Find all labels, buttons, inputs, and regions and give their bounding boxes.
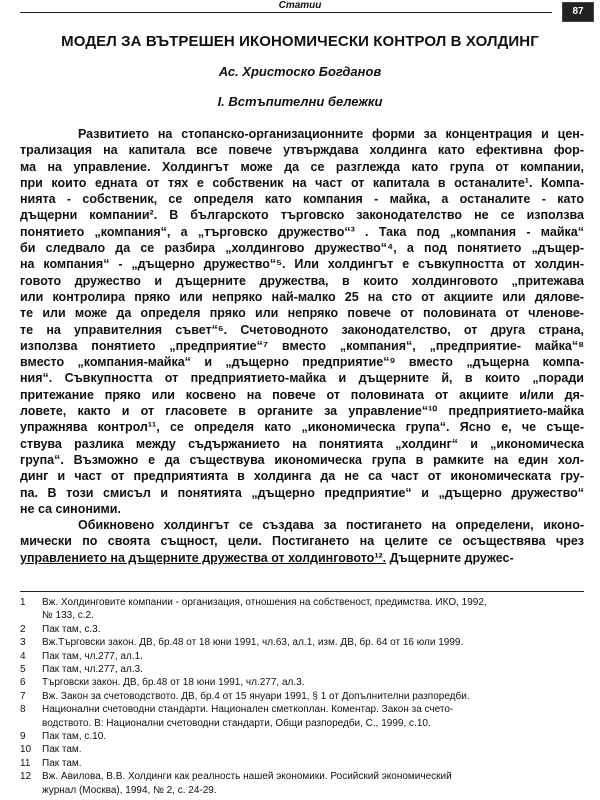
text-line: ствува разлика между съдържанието на понятията „холдинг“ и „икономическа (20, 436, 584, 451)
footnote-continuation: водството. В: Национални счетоводни стандарти, Общи разпоредби, С., 1999, с.10. (42, 717, 431, 729)
footnote-text: Пак там. (42, 744, 82, 756)
footnote-text: Вж. Холдинговите компании - организация, отношения на собственост, предимства. ИКО, 1992, (42, 597, 487, 608)
text-line: упражнява контрол¹¹, се определя като „икономическа група“. Ясно е, че съще- (20, 420, 584, 435)
header-rule (20, 12, 552, 13)
footnotes (20, 596, 584, 797)
text-line: използва понятието „предприятие“⁷ вместо „компания“, „предприятие- майка“⁸ (20, 338, 584, 353)
page-header (0, 0, 600, 18)
footnote (20, 650, 584, 663)
page-number: 87 (562, 2, 594, 22)
text-line (20, 550, 584, 566)
paragraph-2 (20, 517, 584, 566)
text-line: дъщерни компании². В българското търговско законодателство не се използва (20, 208, 584, 223)
footnote (20, 690, 584, 703)
text-line: трализация на капитала все повече утвърждава холдинга като ефективна фор- (20, 143, 584, 158)
footnote-number: 12 (20, 771, 32, 783)
text-line: те на управителния съвет“⁶. Счетоводното законодателство, от друга страна, (20, 322, 584, 337)
text-line: Обикновено холдингът се създава за постигането на определени, иконо- (78, 518, 584, 533)
text-line: нията - собственик, се определя като компания - майка, а останалите - като (20, 192, 584, 207)
text-line: или контролира пряко или непряко най-малко 25 на сто от акциите или дялове- (20, 289, 584, 304)
footnote-continuation: № 133, с.2. (42, 610, 94, 622)
section-label: Статии (278, 0, 322, 11)
footnote-text: Пак там, с.3. (42, 623, 101, 635)
footnote-number: 2 (20, 623, 26, 635)
footnote-text: Вж. Закон за счетоводството. ДВ, бр.4 от 15 януари 1991, § 1 от Допълнителни разпоредби. (42, 690, 470, 702)
underlined-phrase: управлението на дъщерните дружества от холдинговото¹². (20, 550, 387, 565)
footnote-number: 4 (20, 650, 26, 662)
text-line: вместо „компания-майка“ и „дъщерно предприятие“⁹ вместо „дъщерна компа- (20, 355, 584, 370)
text-line: на компания“ - „дъщерно дружество“⁵. Или холдингът е съвкупността от холдин- (20, 257, 584, 272)
text-line: ловете, както и от гласовете в органите за управление“¹⁰ предприятието-майка (20, 404, 584, 419)
text-line: притежание пряко или косвено на повече от половината от акциите и/или дя- (20, 387, 584, 402)
text-line: група“. Възможно е да съществува икономическа група в рамките на един хол- (20, 452, 584, 467)
article-title: МОДЕЛ ЗА ВЪТРЕШЕН ИКОНОМИЧЕСКИ КОНТРОЛ В ХОЛДИНГ (61, 33, 539, 50)
footnote-text: Пак там, с.10. (42, 731, 107, 743)
footnote-text: Пак там. (42, 757, 82, 769)
footnote (20, 636, 584, 649)
text-line: Развитието на стопанско-организационните форми за концентрация и цен- (78, 127, 584, 141)
footnote-number: 10 (20, 744, 32, 756)
footnote-text: Пак там, чл.277, ал.3. (42, 664, 143, 676)
footnote-number: 5 (20, 664, 26, 676)
footnote-text: Пак там, чл.277, ал.1. (42, 650, 143, 662)
section-heading: I. Встъпителни бележки (217, 94, 383, 109)
footnote (20, 596, 584, 609)
footnote-separator (20, 591, 584, 592)
footnote (20, 703, 584, 716)
footnote (20, 770, 584, 783)
text-line: те или може да определя пряко или непряко повече от половината от членове- (20, 306, 584, 321)
footnote (20, 663, 584, 676)
text-line: ния“. Съвкупността от предприятието-майка и дъщерните й, в които „поради (20, 371, 584, 386)
text-line: понятието „компания“, а „търговско дружество“³ . Така под „компания - майка“ (20, 224, 584, 239)
footnote (20, 757, 584, 770)
footnote-number: 9 (20, 731, 26, 743)
footnote-text: Търговски закон. ДВ, бр.48 от 18 юни 1991, чл.277, ал.3. (42, 677, 305, 689)
footnote-text: Национални счетоводни стандарти. Национален сметкоплан. Коментар. Закон за счето- (42, 704, 454, 716)
article-author: Ас. Христоско Богданов (218, 64, 382, 79)
text-line: мически по своята същност, цели. Постигането на целите се осъществява чрез (20, 534, 584, 549)
article-body (20, 126, 584, 566)
text-line: ма на управление. Холдингът може да се разглежда като група от компании, (20, 159, 584, 174)
text-line: не са синоними. (20, 501, 121, 516)
footnote-number: 8 (20, 704, 26, 716)
footnote (20, 623, 584, 636)
text-line: па. В този смисъл и понятията „дъщерно предприятие“ и „дъщерно дружество“ (20, 485, 584, 500)
text-line: говото дружество и дъщерните дружества, в които холдинговото „притежава (20, 273, 584, 288)
text-line: при които едната от тях е собственик на част от капитала в останалите¹. Компа- (20, 175, 584, 190)
footnote-text: Вж.Търговски закон. ДВ, бр.48 от 18 юни 1991, чл.63, ал.1, изм. ДВ, бр. 64 от 16 юли 1999. (42, 637, 464, 649)
footnote (20, 743, 584, 756)
footnote-number: 7 (20, 690, 26, 702)
text-line: динг и част от предприятията в холдинга да не са част от икономическата гру- (20, 469, 584, 484)
footnote (20, 676, 584, 689)
footnote-number: 6 (20, 677, 26, 689)
footnote (20, 730, 584, 743)
line-rest: Дъщерните дружес- (386, 550, 514, 565)
footnote-number: 1 (20, 597, 26, 608)
footnote-continuation: журнал (Москва), 1994, № 2, с. 24-29. (42, 784, 217, 796)
paragraph-1 (20, 126, 584, 517)
footnote-text: Вж. Авилова, В.В. Холдинги как реалность нашей экономики. Росийский экономический (42, 771, 452, 783)
text-line: би следвало да се разбира „холдингово дружество“⁴, а под понятието „дъщер- (20, 241, 584, 256)
footnote-number: 3 (20, 637, 26, 649)
footnote-number: 11 (20, 757, 31, 769)
